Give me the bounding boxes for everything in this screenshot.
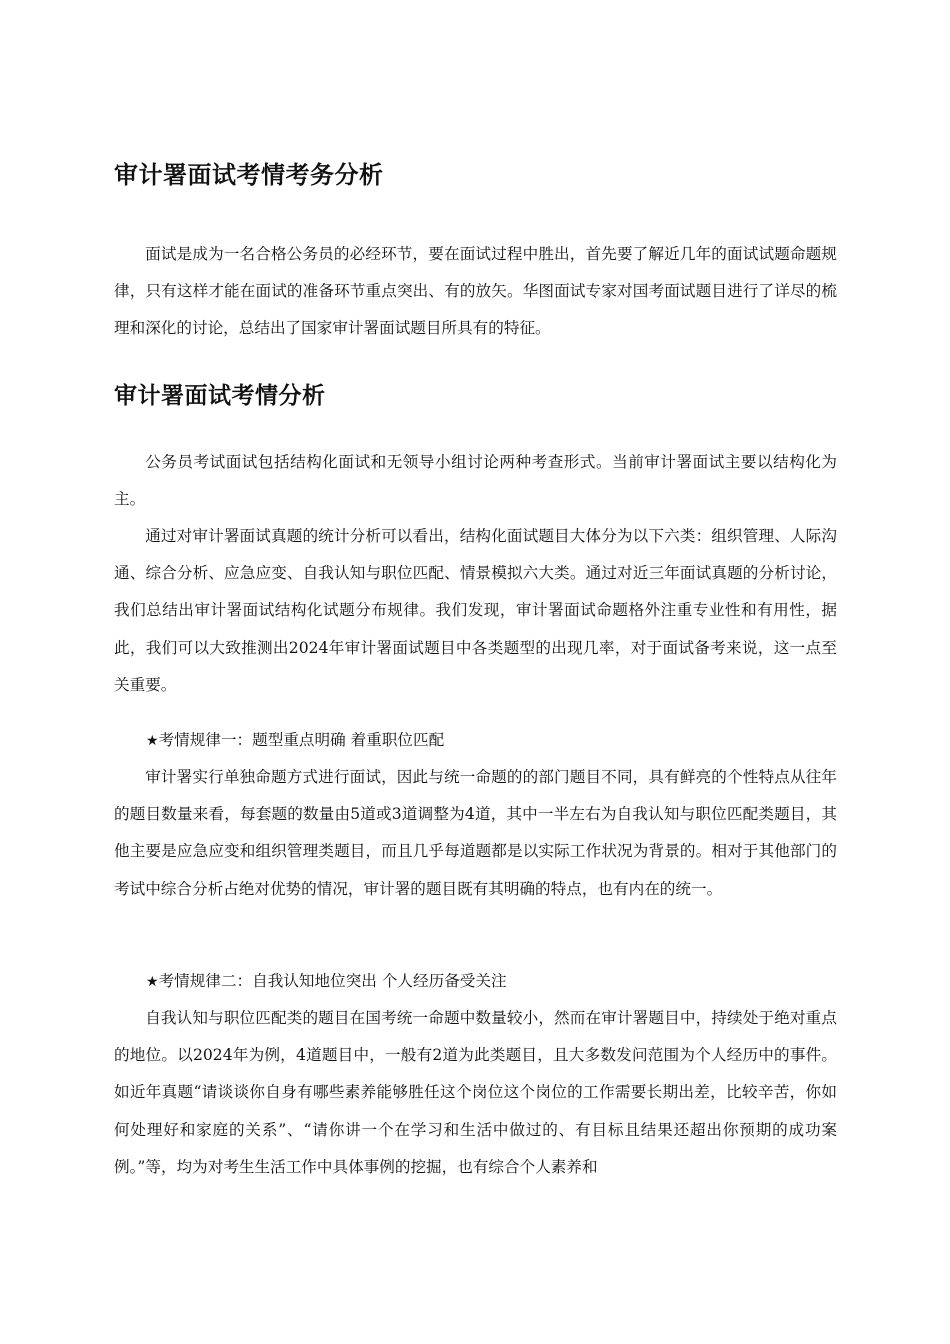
rule-two-text: 考情规律二：自我认知地位突出 个人经历备受关注 — [158, 972, 507, 990]
star-icon: ★ — [146, 974, 159, 990]
intro-paragraph: 面试是成为一名合格公务员的必经环节，要在面试过程中胜出，首先要了解近几年的面试试题命题规律，只有这样才能在面试的准备环节重点突出、有的放矢。华图面试专家对国考面试题目进行了详尽的梳理和深化的讨论，总结出了国家审计署面试题目所具有的特征。 — [114, 245, 837, 338]
document-title: 审计署面试考情考务分析 — [114, 161, 384, 189]
rule-one-text: 考情规律一：题型重点明确 着重职位匹配 — [158, 731, 445, 749]
paragraph-rule-two: 自我认知与职位匹配类的题目在国考统一命题中数量较小，然而在审计署题目中，持续处于绝对重点的地位。以2024年为例，4道题目中，一般有2道为此类题目，且大多数发问范围为个人经历中的事件。如近年真题“请谈谈你自身有哪些素养能够胜任这个岗位这个岗位的工作需要长期出差，比较辛苦，你如何处理好和家庭的关系”、“请你讲一个在学习和生活中做过的、有目标且结果还超出你预期的成功案例。”等，均为对考生生活工作中具体事例的挖掘，也有综合个人素养和 — [114, 1009, 837, 1176]
star-icon: ★ — [146, 733, 159, 749]
rule-two-heading — [146, 963, 507, 1001]
paragraph-rule-one: 审计署实行单独命题方式进行面试，因此与统一命题的的部门题目不同，具有鲜亮的个性特点从往年的题目数量来看，每套题的数量由5道或3道调整为4道，其中一半左右为自我认知与职位匹配类题目，其他主要是应急应变和组织管理类题目，而且几乎每道题都是以实际工作状况为背景的。相对于其他部门的考试中综合分析占绝对优势的情况，审计署的题目既有其明确的特点，也有内在的统一。 — [114, 768, 837, 898]
section-heading: 审计署面试考情分析 — [114, 383, 326, 409]
rule-one-heading — [146, 722, 444, 760]
paragraph-interview-forms: 公务员考试面试包括结构化面试和无领导小组讨论两种考查形式。当前审计署面试主要以结构化为主。 — [114, 453, 837, 509]
paragraph-statistics: 通过对审计署面试真题的统计分析可以看出，结构化面试题目大体分为以下六类：组织管理、人际沟通、综合分析、应急应变、自我认知与职位匹配、情景模拟六大类。通过对近三年面试真题的分析讨论，我们总结出审计署面试结构化试题分布规律。我们发现，审计署面试命题格外注重专业性和有用性，据此，我们可以大致推测出2024年审计署面试题目中各类题型的出现几率，对于面试备考来说，这一点至关重要。 — [114, 527, 837, 694]
